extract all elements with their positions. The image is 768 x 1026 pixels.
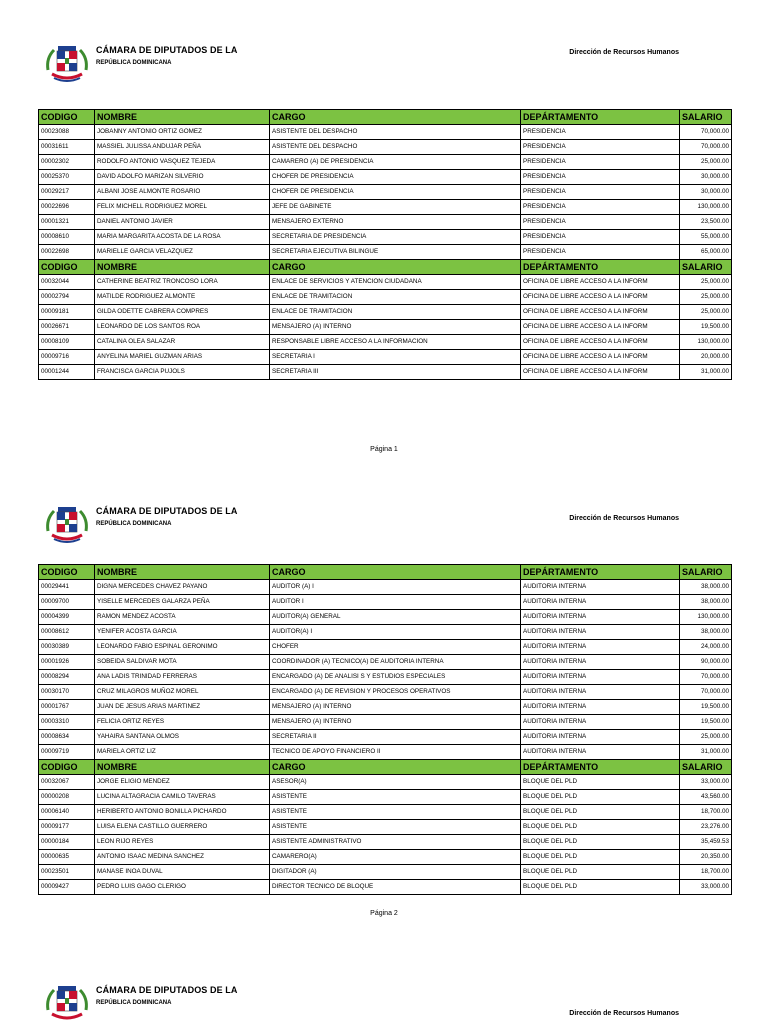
table-cell: DIGITADOR (A) bbox=[270, 865, 521, 880]
table-cell: AUDITORIA INTERNA bbox=[521, 580, 680, 595]
table-cell: MATILDE RODRIGUEZ ALMONTE bbox=[95, 290, 270, 305]
table-cell: CHOFER DE PRESIDENCIA bbox=[270, 185, 521, 200]
table-cell: MARIELA ORTIZ LIZ bbox=[95, 745, 270, 760]
coat-of-arms-logo bbox=[44, 982, 90, 1024]
table-row bbox=[39, 350, 732, 365]
table-row bbox=[39, 805, 732, 820]
table-cell: RESPONSABLE LIBRE ACCESO A LA INFORMACION bbox=[270, 335, 521, 350]
table-cell: 00030389 bbox=[39, 640, 95, 655]
table-row bbox=[39, 335, 732, 350]
table-row bbox=[39, 230, 732, 245]
column-header: CARGO bbox=[270, 760, 521, 775]
table-cell: PEDRO LUIS GAGO CLERIGO bbox=[95, 880, 270, 895]
column-header: DEPÁRTAMENTO bbox=[521, 565, 680, 580]
table-cell: CRUZ MILAGROS MUÑOZ MOREL bbox=[95, 685, 270, 700]
table-cell: LEON RIJO REYES bbox=[95, 835, 270, 850]
table-cell: MANASE INOA DUVAL bbox=[95, 865, 270, 880]
table-row bbox=[39, 820, 732, 835]
table-row bbox=[39, 730, 732, 745]
table-cell: 70,000.00 bbox=[680, 125, 732, 140]
page-header bbox=[44, 982, 734, 1026]
table-cell: 55,000.00 bbox=[680, 230, 732, 245]
table-cell: YAHAIRA SANTANA OLMOS bbox=[95, 730, 270, 745]
page-header bbox=[44, 42, 734, 86]
table-cell: OFICINA DE LIBRE ACCESO A LA INFORM bbox=[521, 290, 680, 305]
table-cell: MARIELLE GARCIA VELAZQUEZ bbox=[95, 245, 270, 260]
table-cell: TECNICO DE APOYO FINANCIERO II bbox=[270, 745, 521, 760]
table-cell: 18,700.00 bbox=[680, 805, 732, 820]
page-header bbox=[44, 503, 734, 547]
table-cell: 00008634 bbox=[39, 730, 95, 745]
organization-block bbox=[96, 506, 238, 527]
table-cell: 00008109 bbox=[39, 335, 95, 350]
table-header-row bbox=[39, 260, 732, 275]
department-label: Dirección de Recursos Humanos bbox=[569, 515, 679, 522]
table-cell: ENCARGADO (A) DE REVISION Y PROCESOS OPERATIVOS bbox=[270, 685, 521, 700]
table-cell: OFICINA DE LIBRE ACCESO A LA INFORM bbox=[521, 335, 680, 350]
table-cell: RODOLFO ANTONIO VASQUEZ TEJEDA bbox=[95, 155, 270, 170]
table-cell: AUDITORIA INTERNA bbox=[521, 640, 680, 655]
table-cell: AUDITOR(A) GENERAL bbox=[270, 610, 521, 625]
table-cell: DANIEL ANTONIO JAVIER bbox=[95, 215, 270, 230]
table-cell: MENSAJERO EXTERNO bbox=[270, 215, 521, 230]
table-cell: LEONARDO DE LOS SANTOS ROA bbox=[95, 320, 270, 335]
table-row bbox=[39, 320, 732, 335]
column-header: CARGO bbox=[270, 260, 521, 275]
table-cell: SOBEIDA SALDIVAR MOTA bbox=[95, 655, 270, 670]
table-cell: SECRETARIA II bbox=[270, 730, 521, 745]
table-cell: 00002794 bbox=[39, 290, 95, 305]
page-number: Página 2 bbox=[370, 910, 398, 917]
table-header-row bbox=[39, 565, 732, 580]
table-cell: 00001321 bbox=[39, 215, 95, 230]
table-cell: AUDITOR (A) I bbox=[270, 580, 521, 595]
table-cell: 00009177 bbox=[39, 820, 95, 835]
table-cell: 00008294 bbox=[39, 670, 95, 685]
table-cell: 00009719 bbox=[39, 745, 95, 760]
table-cell: DAVID ADOLFO MARIZAN SILVERIO bbox=[95, 170, 270, 185]
organization-block bbox=[96, 985, 238, 1006]
table-cell: CHOFER DE PRESIDENCIA bbox=[270, 170, 521, 185]
column-header: NOMBRE bbox=[95, 760, 270, 775]
table-cell: 00002302 bbox=[39, 155, 95, 170]
table-cell: 25,000.00 bbox=[680, 275, 732, 290]
table-cell: 35,459.53 bbox=[680, 835, 732, 850]
table-row bbox=[39, 245, 732, 260]
table-cell: 70,000.00 bbox=[680, 140, 732, 155]
table-cell: 19,500.00 bbox=[680, 715, 732, 730]
table-cell: 00003310 bbox=[39, 715, 95, 730]
table-cell: 25,000.00 bbox=[680, 305, 732, 320]
department-label: Dirección de Recursos Humanos bbox=[569, 49, 679, 56]
column-header: DEPÁRTAMENTO bbox=[521, 110, 680, 125]
table-cell: LUISA ELENA CASTILLO GUERRERO bbox=[95, 820, 270, 835]
table-cell: BLOQUE DEL PLD bbox=[521, 805, 680, 820]
table-cell: OFICINA DE LIBRE ACCESO A LA INFORM bbox=[521, 350, 680, 365]
table-cell: CAMARERO (A) DE PRESIDENCIA bbox=[270, 155, 521, 170]
table-cell: AUDITORIA INTERNA bbox=[521, 655, 680, 670]
table-cell: 00022696 bbox=[39, 200, 95, 215]
table-row bbox=[39, 865, 732, 880]
table-cell: ENLACE DE TRAMITACION bbox=[270, 290, 521, 305]
column-header: CARGO bbox=[270, 110, 521, 125]
table-cell: PRESIDENCIA bbox=[521, 215, 680, 230]
table-cell: 38,000.00 bbox=[680, 625, 732, 640]
table-cell: RAMON MENDEZ ACOSTA bbox=[95, 610, 270, 625]
table-cell: 00032044 bbox=[39, 275, 95, 290]
table-cell: 00001244 bbox=[39, 365, 95, 380]
payroll-table bbox=[38, 109, 732, 380]
table-cell: ASISTENTE bbox=[270, 790, 521, 805]
department-label: Dirección de Recursos Humanos bbox=[569, 1010, 679, 1017]
table-row bbox=[39, 700, 732, 715]
table-cell: ASISTENTE DEL DESPACHO bbox=[270, 140, 521, 155]
column-header: NOMBRE bbox=[95, 110, 270, 125]
table-cell: AUDITOR I bbox=[270, 595, 521, 610]
table-cell: 00006140 bbox=[39, 805, 95, 820]
table-cell: 43,560.00 bbox=[680, 790, 732, 805]
table-row bbox=[39, 185, 732, 200]
table-cell: 00009181 bbox=[39, 305, 95, 320]
table-cell: HERIBERTO ANTONIO BONILLA PICHARDO bbox=[95, 805, 270, 820]
table-cell: JORGE ELIGIO MENDEZ bbox=[95, 775, 270, 790]
table-header-row bbox=[39, 110, 732, 125]
table-cell: 00001767 bbox=[39, 700, 95, 715]
table-cell: 00009716 bbox=[39, 350, 95, 365]
column-header: DEPÁRTAMENTO bbox=[521, 760, 680, 775]
table-cell: 33,000.00 bbox=[680, 775, 732, 790]
table-row bbox=[39, 835, 732, 850]
table-cell: FRANCISCA GARCIA PUJOLS bbox=[95, 365, 270, 380]
section-table-body bbox=[39, 110, 732, 260]
table-cell: JEFE DE GABINETE bbox=[270, 200, 521, 215]
table-cell: 00022698 bbox=[39, 245, 95, 260]
table-cell: BLOQUE DEL PLD bbox=[521, 865, 680, 880]
table-cell: ENLACE DE SERVICIOS Y ATENCION CIUDADANA bbox=[270, 275, 521, 290]
column-header: SALARIO bbox=[680, 110, 732, 125]
table-row bbox=[39, 610, 732, 625]
table-cell: 23,276.00 bbox=[680, 820, 732, 835]
table-row bbox=[39, 275, 732, 290]
table-cell: SECRETARIA I bbox=[270, 350, 521, 365]
table-cell: 30,000.00 bbox=[680, 185, 732, 200]
table-cell: 19,500.00 bbox=[680, 320, 732, 335]
table-cell: 130,000.00 bbox=[680, 200, 732, 215]
table-cell: 130,000.00 bbox=[680, 335, 732, 350]
table-cell: AUDITORIA INTERNA bbox=[521, 595, 680, 610]
table-cell: ANA LADIS TRINIDAD FERRERAS bbox=[95, 670, 270, 685]
table-cell: 25,000.00 bbox=[680, 155, 732, 170]
column-header: CODIGO bbox=[39, 760, 95, 775]
table-cell: 23,500.00 bbox=[680, 215, 732, 230]
table-row bbox=[39, 170, 732, 185]
table-cell: 00009427 bbox=[39, 880, 95, 895]
table-cell: 70,000.00 bbox=[680, 685, 732, 700]
table-cell: MENSAJERO (A) INTERNO bbox=[270, 320, 521, 335]
table-cell: GILDA ODETTE CABRERA COMPRES bbox=[95, 305, 270, 320]
organization-subtitle: REPÚBLICA DOMINICANA bbox=[96, 1000, 172, 1006]
table-row bbox=[39, 745, 732, 760]
table-header-row bbox=[39, 760, 732, 775]
table-cell: OFICINA DE LIBRE ACCESO A LA INFORM bbox=[521, 275, 680, 290]
table-row bbox=[39, 155, 732, 170]
table-cell: YISELLE MERCEDES GALARZA PEÑA bbox=[95, 595, 270, 610]
table-cell: 00000635 bbox=[39, 850, 95, 865]
table-cell: BLOQUE DEL PLD bbox=[521, 880, 680, 895]
table-cell: ASISTENTE DEL DESPACHO bbox=[270, 125, 521, 140]
table-cell: AUDITOR(A) I bbox=[270, 625, 521, 640]
table-row bbox=[39, 685, 732, 700]
table-cell: 00001926 bbox=[39, 655, 95, 670]
table-cell: 70,000.00 bbox=[680, 670, 732, 685]
table-cell: 31,000.00 bbox=[680, 745, 732, 760]
table-cell: 130,000.00 bbox=[680, 610, 732, 625]
column-header: DEPÁRTAMENTO bbox=[521, 260, 680, 275]
column-header: SALARIO bbox=[680, 260, 732, 275]
table-cell: 19,500.00 bbox=[680, 700, 732, 715]
table-cell: CATHERINE BEATRIZ TRONCOSO LORA bbox=[95, 275, 270, 290]
table-cell: FELIX MICHELL RODRIGUEZ MOREL bbox=[95, 200, 270, 215]
column-header: NOMBRE bbox=[95, 260, 270, 275]
table-cell: BLOQUE DEL PLD bbox=[521, 775, 680, 790]
table-cell: BLOQUE DEL PLD bbox=[521, 850, 680, 865]
table-row bbox=[39, 215, 732, 230]
table-cell: 65,000.00 bbox=[680, 245, 732, 260]
table-cell: AUDITORIA INTERNA bbox=[521, 745, 680, 760]
table-cell: 00023088 bbox=[39, 125, 95, 140]
table-cell: 25,000.00 bbox=[680, 290, 732, 305]
table-cell: MENSAJERO (A) INTERNO bbox=[270, 715, 521, 730]
table-cell: AUDITORIA INTERNA bbox=[521, 715, 680, 730]
table-cell: 90,000.00 bbox=[680, 655, 732, 670]
coat-of-arms-logo bbox=[44, 42, 90, 84]
table-cell: SECRETARIA III bbox=[270, 365, 521, 380]
section-table-body bbox=[39, 565, 732, 760]
table-row bbox=[39, 655, 732, 670]
table-cell: CATALINA OLEA SALAZAR bbox=[95, 335, 270, 350]
table-cell: 00030170 bbox=[39, 685, 95, 700]
table-cell: 00004399 bbox=[39, 610, 95, 625]
table-row bbox=[39, 580, 732, 595]
table-cell: 00029441 bbox=[39, 580, 95, 595]
table-cell: ASISTENTE bbox=[270, 820, 521, 835]
table-cell: ASESOR(A) bbox=[270, 775, 521, 790]
table-cell: ENCARGADO (A) DE ANALISI S Y ESTUDIOS ESPECIALES bbox=[270, 670, 521, 685]
table-cell: 00008610 bbox=[39, 230, 95, 245]
organization-title: CÁMARA DE DIPUTADOS DE LA bbox=[96, 506, 238, 516]
column-header: CODIGO bbox=[39, 110, 95, 125]
table-row bbox=[39, 790, 732, 805]
table-cell: AUDITORIA INTERNA bbox=[521, 670, 680, 685]
table-row bbox=[39, 125, 732, 140]
column-header: CODIGO bbox=[39, 565, 95, 580]
table-cell: 00032067 bbox=[39, 775, 95, 790]
section-table-body bbox=[39, 760, 732, 895]
table-cell: MENSAJERO (A) INTERNO bbox=[270, 700, 521, 715]
section-table-body bbox=[39, 260, 732, 380]
table-cell: PRESIDENCIA bbox=[521, 185, 680, 200]
table-cell: 00009700 bbox=[39, 595, 95, 610]
table-row bbox=[39, 365, 732, 380]
table-cell: ANYELINA MARIEL GUZMAN ARIAS bbox=[95, 350, 270, 365]
table-cell: MARIA MARGARITA ACOSTA DE LA ROSA bbox=[95, 230, 270, 245]
table-cell: CAMARERO(A) bbox=[270, 850, 521, 865]
organization-title: CÁMARA DE DIPUTADOS DE LA bbox=[96, 985, 238, 995]
column-header: CARGO bbox=[270, 565, 521, 580]
page-number: Página 1 bbox=[370, 446, 398, 453]
table-cell: ASISTENTE ADMINISTRATIVO bbox=[270, 835, 521, 850]
table-cell: JOBANNY ANTONIO ORTIZ GOMEZ bbox=[95, 125, 270, 140]
table-cell: OFICINA DE LIBRE ACCESO A LA INFORM bbox=[521, 365, 680, 380]
table-cell: PRESIDENCIA bbox=[521, 140, 680, 155]
table-cell: 00025370 bbox=[39, 170, 95, 185]
table-cell: LUCINA ALTAGRACIA CAMILO TAVERAS bbox=[95, 790, 270, 805]
table-cell: PRESIDENCIA bbox=[521, 245, 680, 260]
table-cell: BLOQUE DEL PLD bbox=[521, 790, 680, 805]
table-row bbox=[39, 670, 732, 685]
table-cell: 00023501 bbox=[39, 865, 95, 880]
table-cell: DIGNA MERCEDES CHAVEZ PAYANO bbox=[95, 580, 270, 595]
table-cell: 20,350.00 bbox=[680, 850, 732, 865]
table-cell: 18,700.00 bbox=[680, 865, 732, 880]
table-cell: 33,000.00 bbox=[680, 880, 732, 895]
table-row bbox=[39, 775, 732, 790]
table-cell: ENLACE DE TRAMITACION bbox=[270, 305, 521, 320]
table-cell: PRESIDENCIA bbox=[521, 125, 680, 140]
table-cell: AUDITORIA INTERNA bbox=[521, 730, 680, 745]
table-cell: 00000208 bbox=[39, 790, 95, 805]
table-cell: 00031611 bbox=[39, 140, 95, 155]
table-row bbox=[39, 305, 732, 320]
table-cell: PRESIDENCIA bbox=[521, 170, 680, 185]
table-cell: OFICINA DE LIBRE ACCESO A LA INFORM bbox=[521, 320, 680, 335]
organization-subtitle: REPÚBLICA DOMINICANA bbox=[96, 60, 172, 66]
table-cell: BLOQUE DEL PLD bbox=[521, 835, 680, 850]
column-header: CODIGO bbox=[39, 260, 95, 275]
column-header: NOMBRE bbox=[95, 565, 270, 580]
table-cell: AUDITORIA INTERNA bbox=[521, 610, 680, 625]
table-cell: AUDITORIA INTERNA bbox=[521, 625, 680, 640]
table-cell: AUDITORIA INTERNA bbox=[521, 700, 680, 715]
table-cell: ANTONIO ISAAC MEDINA SANCHEZ bbox=[95, 850, 270, 865]
organization-subtitle: REPÚBLICA DOMINICANA bbox=[96, 521, 172, 527]
table-cell: 00026671 bbox=[39, 320, 95, 335]
table-cell: LEONARDO FABIO ESPINAL GERONIMO bbox=[95, 640, 270, 655]
table-row bbox=[39, 595, 732, 610]
table-cell: PRESIDENCIA bbox=[521, 155, 680, 170]
table-cell: 38,000.00 bbox=[680, 580, 732, 595]
table-cell: ALBANI JOSE ALMONTE ROSARIO bbox=[95, 185, 270, 200]
table-cell: 30,000.00 bbox=[680, 170, 732, 185]
organization-block bbox=[96, 45, 238, 66]
table-row bbox=[39, 715, 732, 730]
table-row bbox=[39, 850, 732, 865]
table-cell: SECRETARIA DE PRESIDENCIA bbox=[270, 230, 521, 245]
table-cell: 24,000.00 bbox=[680, 640, 732, 655]
table-row bbox=[39, 640, 732, 655]
table-cell: 31,000.00 bbox=[680, 365, 732, 380]
table-cell: YENIFER ACOSTA GARCIA bbox=[95, 625, 270, 640]
table-row bbox=[39, 625, 732, 640]
table-cell: DIRECTOR TECNICO DE BLOQUE bbox=[270, 880, 521, 895]
table-cell: COORDINADOR (A) TECNICO(A) DE AUDITORIA INTERNA bbox=[270, 655, 521, 670]
table-cell: PRESIDENCIA bbox=[521, 200, 680, 215]
table-row bbox=[39, 200, 732, 215]
table-cell: BLOQUE DEL PLD bbox=[521, 820, 680, 835]
table-cell: FELICIA ORTIZ REYES bbox=[95, 715, 270, 730]
table-row bbox=[39, 140, 732, 155]
table-cell: 00000184 bbox=[39, 835, 95, 850]
table-cell: AUDITORIA INTERNA bbox=[521, 685, 680, 700]
table-cell: SECRETARIA EJECUTIVA BILINGUE bbox=[270, 245, 521, 260]
table-cell: PRESIDENCIA bbox=[521, 230, 680, 245]
coat-of-arms-logo bbox=[44, 503, 90, 545]
table-cell: 00008612 bbox=[39, 625, 95, 640]
table-cell: 38,000.00 bbox=[680, 595, 732, 610]
table-cell: 00029217 bbox=[39, 185, 95, 200]
table-cell: CHOFER bbox=[270, 640, 521, 655]
column-header: SALARIO bbox=[680, 565, 732, 580]
table-cell: 20,000.00 bbox=[680, 350, 732, 365]
table-cell: OFICINA DE LIBRE ACCESO A LA INFORM bbox=[521, 305, 680, 320]
table-cell: 25,000.00 bbox=[680, 730, 732, 745]
organization-title: CÁMARA DE DIPUTADOS DE LA bbox=[96, 45, 238, 55]
payroll-table bbox=[38, 564, 732, 895]
table-row bbox=[39, 880, 732, 895]
column-header: SALARIO bbox=[680, 760, 732, 775]
table-cell: MASSIEL JULISSA ANDUJAR PEÑA bbox=[95, 140, 270, 155]
table-cell: JUAN DE JESUS ARIAS MARTINEZ bbox=[95, 700, 270, 715]
table-row bbox=[39, 290, 732, 305]
table-cell: ASISTENTE bbox=[270, 805, 521, 820]
